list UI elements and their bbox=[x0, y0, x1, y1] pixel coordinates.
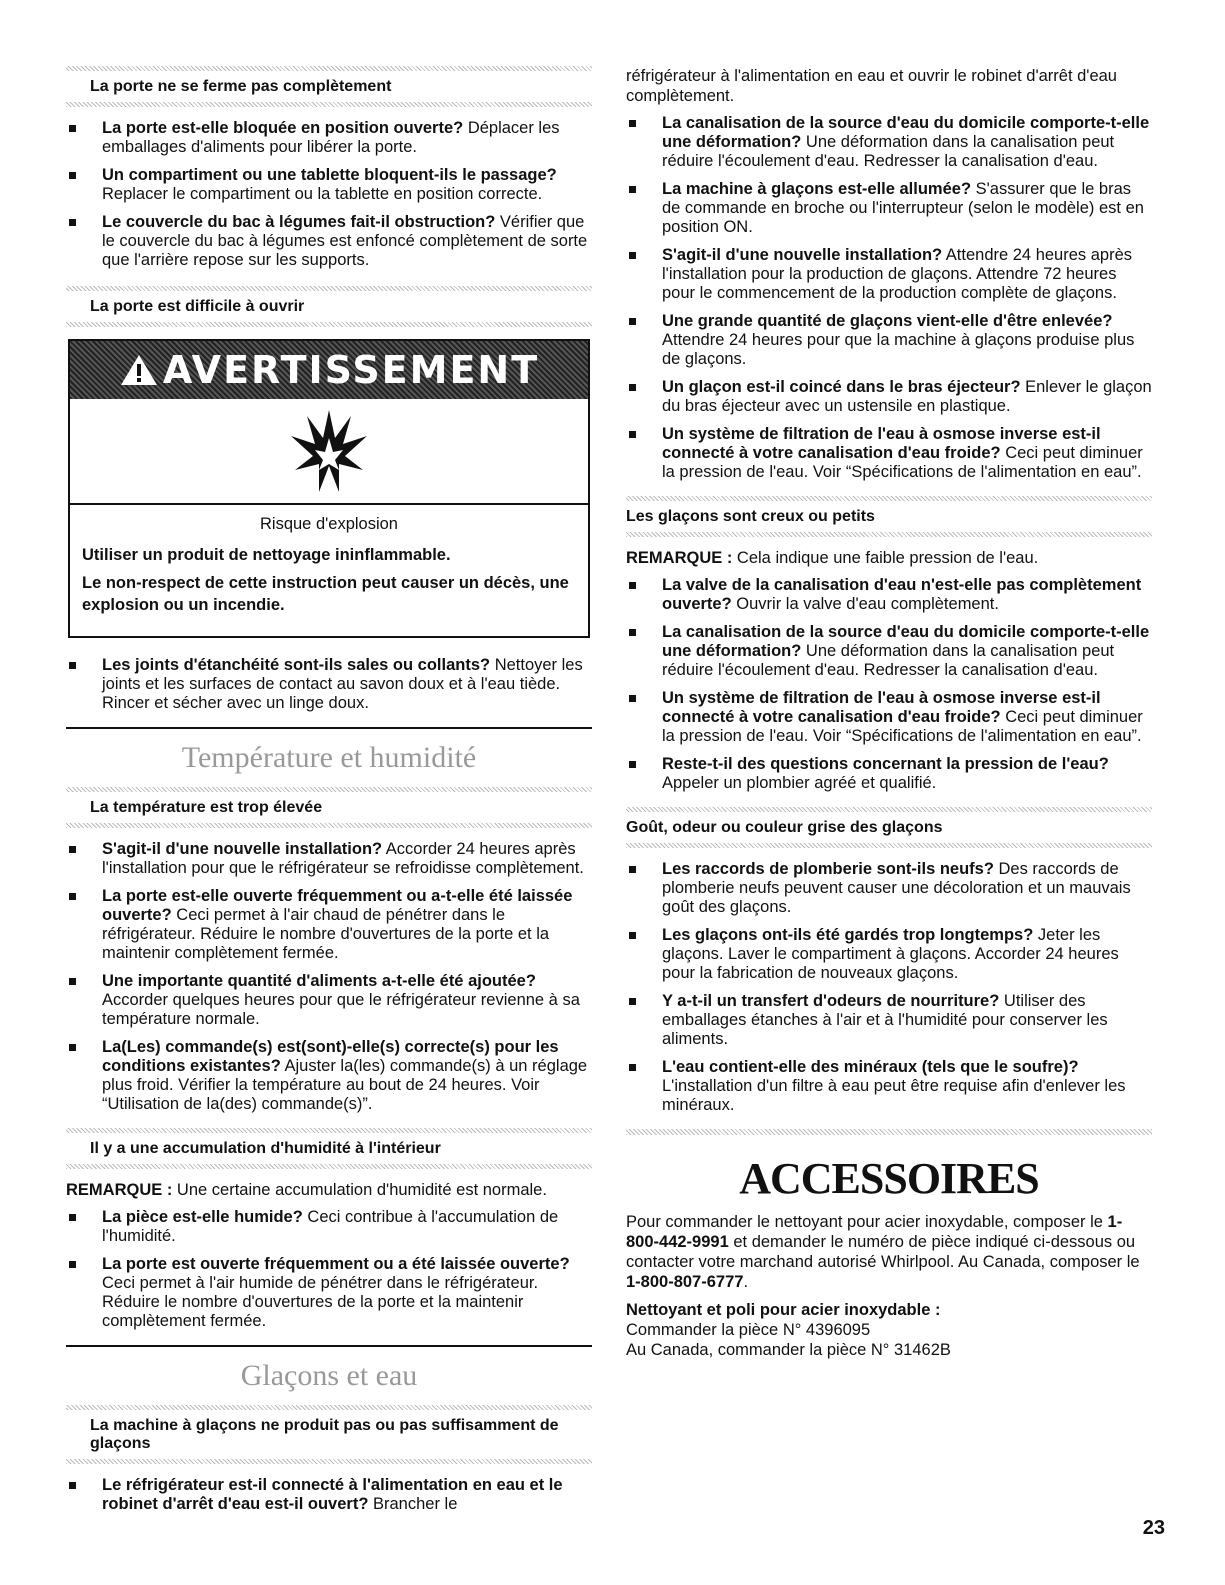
answer-text: Attendre 24 heures pour que la machine à glaçons produise plus de glaçons. bbox=[662, 331, 1135, 368]
list-item bbox=[66, 840, 592, 878]
list-item bbox=[66, 1038, 592, 1114]
section-title-ice: Glaçons et eau bbox=[66, 1345, 592, 1393]
answer-text: Utiliser des emballages étanches à l'air et à l'humidité pour conserver les aliments. bbox=[662, 992, 1108, 1048]
answer-text: Ceci peut diminuer la pression de l'eau. Voir “Spécifications de l'alimentation en eau”. bbox=[662, 708, 1143, 745]
warning-title: AVERTISSEMENT bbox=[162, 348, 540, 392]
right-column bbox=[626, 66, 1152, 1368]
question-text: S'agit-il d'une nouvelle installation? bbox=[662, 246, 943, 264]
list-item bbox=[66, 887, 592, 963]
answer-text: Ceci permet à l'air humide de pénétrer dans le réfrigérateur. Réduire le nombre d'ouvertures de la porte et la maintenir complètement fermée. bbox=[102, 1274, 539, 1330]
answer-text: Ceci permet à l'air chaud de pénétrer dans le réfrigérateur. Réduire le nombre d'ouvertures de la porte et la maintenir complètement fermée. bbox=[102, 906, 550, 962]
list-item bbox=[626, 312, 1152, 369]
question-text: La machine à glaçons est-elle allumée? bbox=[662, 180, 972, 198]
question-text: Les glaçons ont-ils été gardés trop longtemps? bbox=[662, 926, 1034, 944]
question-text: Reste-t-il des questions concernant la pression de l'eau? bbox=[662, 755, 1109, 773]
accessories-paragraph: Pour commander le nettoyant pour acier inoxydable, composer le 1-800-442-9991 et demander le numéro de pièce indiqué ci-dessous ou contacter votre marchand autorisé Whirlpool. Au Canada, composer le 1-800-807-6777. bbox=[626, 1213, 1140, 1291]
ice-list-left bbox=[66, 1476, 592, 1514]
list-item bbox=[66, 972, 592, 1029]
answer-text: S'assurer que le bras de commande en broche ou l'interrupteur (selon le modèle) est en position ON. bbox=[662, 180, 1144, 236]
list-item bbox=[626, 1058, 1152, 1115]
hollow-note: REMARQUE : Cela indique une faible pression de l'eau. bbox=[626, 549, 1039, 567]
accessory-item-canada: Au Canada, commander la pièce N° 31462B bbox=[626, 1341, 951, 1359]
subheading-hollow: Les glaçons sont creux ou petits bbox=[626, 496, 1152, 537]
question-text: Les joints d'étanchéité sont-ils sales ou collants? bbox=[102, 656, 491, 674]
ice-list-right bbox=[626, 114, 1152, 482]
question-text: La pièce est-elle humide? bbox=[102, 1208, 303, 1226]
list-item bbox=[626, 926, 1152, 983]
list-item bbox=[66, 1208, 592, 1246]
question-text: La(Les) commande(s) est(sont)-elle(s) correcte(s) pour les conditions existantes? bbox=[102, 1038, 559, 1075]
list-item bbox=[66, 119, 592, 157]
question-text: La porte est-elle bloquée en position ouverte? bbox=[102, 119, 464, 137]
answer-text: Accorder quelques heures pour que le réfrigérateur revienne à sa température normale. bbox=[102, 991, 580, 1028]
answer-text: Appeler un plombier agréé et qualifié. bbox=[662, 774, 937, 792]
list-item bbox=[626, 623, 1152, 680]
door-close-list bbox=[66, 119, 592, 270]
temp-list bbox=[66, 840, 592, 1114]
phone-number-us: 1-800-442-9991 bbox=[626, 1213, 1123, 1251]
humidity-note: REMARQUE : Une certaine accumulation d'humidité est normale. bbox=[66, 1181, 547, 1199]
warning-risk: Risque d'explosion bbox=[260, 515, 398, 533]
answer-text: Ceci contribue à l'accumulation de l'humidité. bbox=[102, 1208, 559, 1245]
list-item bbox=[626, 378, 1152, 416]
list-item bbox=[66, 1476, 592, 1514]
question-text: Y a-t-il un transfert d'odeurs de nourriture? bbox=[662, 992, 1000, 1010]
list-item bbox=[626, 425, 1152, 482]
hollow-list bbox=[626, 576, 1152, 793]
section-title-temperature: Température et humidité bbox=[66, 727, 592, 775]
question-text: Le couvercle du bac à légumes fait-il obstruction? bbox=[102, 213, 496, 231]
subheading-ice: La machine à glaçons ne produit pas ou pas suffisamment de glaçons bbox=[66, 1405, 592, 1464]
list-item bbox=[66, 1255, 592, 1331]
answer-text: Des raccords de plomberie neufs peuvent causer une décoloration et un mauvais goût des glaçons. bbox=[662, 860, 1131, 916]
question-text: La valve de la canalisation d'eau n'est-elle pas complètement ouverte? bbox=[662, 576, 1142, 613]
list-item bbox=[66, 656, 592, 713]
question-text: Les raccords de plomberie sont-ils neufs? bbox=[662, 860, 994, 878]
phone-number-canada: 1-800-807-6777 bbox=[626, 1273, 744, 1291]
subheading-door-close: La porte ne se ferme pas complètement bbox=[66, 66, 592, 107]
answer-text: Ajuster la(les) commande(s) à un réglage plus froid. Vérifier la température au bout de 24 heures. Voir “Utilisation de la(des) commande(s)”. bbox=[102, 1057, 588, 1113]
accessories-divider bbox=[626, 1129, 1152, 1135]
warning-line-1: Utiliser un produit de nettoyage ininflammable. bbox=[82, 546, 451, 564]
subheading-taste: Goût, odeur ou couleur grise des glaçons bbox=[626, 807, 1152, 848]
list-item bbox=[626, 180, 1152, 237]
warning-box bbox=[68, 339, 590, 638]
answer-text: Ceci peut diminuer la pression de l'eau. Voir “Spécifications de l'alimentation en eau”. bbox=[662, 444, 1143, 481]
question-text: S'agit-il d'une nouvelle installation? bbox=[102, 840, 383, 858]
list-item bbox=[626, 755, 1152, 793]
question-text: Un système de filtration de l'eau à osmose inverse est-il connecté à votre canalisation d'eau froide? bbox=[662, 425, 1101, 462]
list-item bbox=[626, 576, 1152, 614]
list-item bbox=[626, 689, 1152, 746]
list-item bbox=[626, 860, 1152, 917]
warning-body bbox=[70, 505, 588, 636]
warning-header bbox=[70, 341, 588, 399]
question-text: La canalisation de la source d'eau du domicile comporte-t-elle une déformation? bbox=[662, 114, 1150, 151]
list-item bbox=[626, 246, 1152, 303]
warning-triangle-icon bbox=[119, 353, 159, 387]
question-text: Un compartiment ou une tablette bloquent-ils le passage? bbox=[102, 166, 557, 184]
ice-continuation: réfrigérateur à l'alimentation en eau et ouvrir le robinet d'arrêt d'eau complètement. bbox=[626, 67, 1117, 105]
answer-text: L'installation d'un filtre à eau peut être requise afin d'enlever les minéraux. bbox=[662, 1077, 1126, 1114]
answer-text: Enlever le glaçon du bras éjecteur avec un ustensile en plastique. bbox=[662, 378, 1152, 415]
answer-text: Nettoyer les joints et les surfaces de contact au savon doux et à l'eau tiède. Rincer et sécher avec un linge doux. bbox=[102, 656, 583, 712]
warning-pictogram bbox=[70, 399, 588, 505]
subheading-humidity: Il y a une accumulation d'humidité à l'intérieur bbox=[66, 1128, 592, 1169]
list-item bbox=[66, 213, 592, 270]
subheading-door-open: La porte est difficile à ouvrir bbox=[66, 286, 592, 327]
taste-list bbox=[626, 860, 1152, 1115]
explosion-icon bbox=[289, 408, 369, 494]
page-number: 23 bbox=[1142, 1517, 1165, 1539]
warning-line-2: Le non-respect de cette instruction peut causer un décès, une explosion ou un incendie. bbox=[82, 574, 569, 614]
question-text: Le réfrigérateur est-il connecté à l'alimentation en eau et le robinet d'arrêt d'eau est-il ouvert? bbox=[102, 1476, 563, 1513]
accessory-item: Nettoyant et poli pour acier inoxydable : Commander la pièce N° 4396095 bbox=[626, 1301, 941, 1339]
question-text: La porte est-elle ouverte fréquemment ou a-t-elle été laissée ouverte? bbox=[102, 887, 573, 924]
question-text: La canalisation de la source d'eau du domicile comporte-t-elle une déformation? bbox=[662, 623, 1150, 660]
left-column bbox=[66, 66, 592, 1523]
question-text: La porte est ouverte fréquemment ou a été laissée ouverte? bbox=[102, 1255, 570, 1273]
answer-text: Accorder 24 heures après l'installation pour que le réfrigérateur se refroidisse complètement. bbox=[102, 840, 584, 877]
answer-text: Jeter les glaçons. Laver le compartiment à glaçons. Accorder 24 heures pour la fabrication de nouveaux glaçons. bbox=[662, 926, 1119, 982]
door-open-list bbox=[66, 656, 592, 713]
answer-text: Attendre 24 heures après l'installation pour la production de glaçons. Attendre 72 heures pour le commencement de la production complète de glaçons. bbox=[662, 246, 1133, 302]
subheading-temp: La température est trop élevée bbox=[66, 787, 592, 828]
answer-text: Ouvrir la valve d'eau complètement. bbox=[731, 595, 999, 613]
question-text: L'eau contient-elle des minéraux (tels que le soufre)? bbox=[662, 1058, 1079, 1076]
question-text: Un glaçon est-il coincé dans le bras éjecteur? bbox=[662, 378, 1021, 396]
answer-text: Une déformation dans la canalisation peut réduire l'écoulement d'eau. Redresser la canalisation d'eau. bbox=[662, 642, 1115, 679]
answer-text: Vérifier que le couvercle du bac à légumes est enfoncé complètement de sorte que l'arrière repose sur les supports. bbox=[102, 213, 588, 269]
accessories-title: ACCESSOIRES bbox=[739, 1154, 1039, 1203]
list-item bbox=[66, 166, 592, 204]
list-item bbox=[626, 114, 1152, 171]
answer-text: Replacer le compartiment ou la tablette en position correcte. bbox=[102, 185, 543, 203]
question-text: Une importante quantité d'aliments a-t-elle été ajoutée? bbox=[102, 972, 536, 990]
answer-text: Déplacer les emballages d'aliments pour libérer la porte. bbox=[102, 119, 560, 156]
list-item bbox=[626, 992, 1152, 1049]
humidity-list bbox=[66, 1208, 592, 1331]
question-text: Un système de filtration de l'eau à osmose inverse est-il connecté à votre canalisation d'eau froide? bbox=[662, 689, 1101, 726]
question-text: Une grande quantité de glaçons vient-elle d'être enlevée? bbox=[662, 312, 1113, 330]
answer-text: Une déformation dans la canalisation peut réduire l'écoulement d'eau. Redresser la canalisation d'eau. bbox=[662, 133, 1115, 170]
answer-text: Brancher le bbox=[368, 1495, 458, 1513]
